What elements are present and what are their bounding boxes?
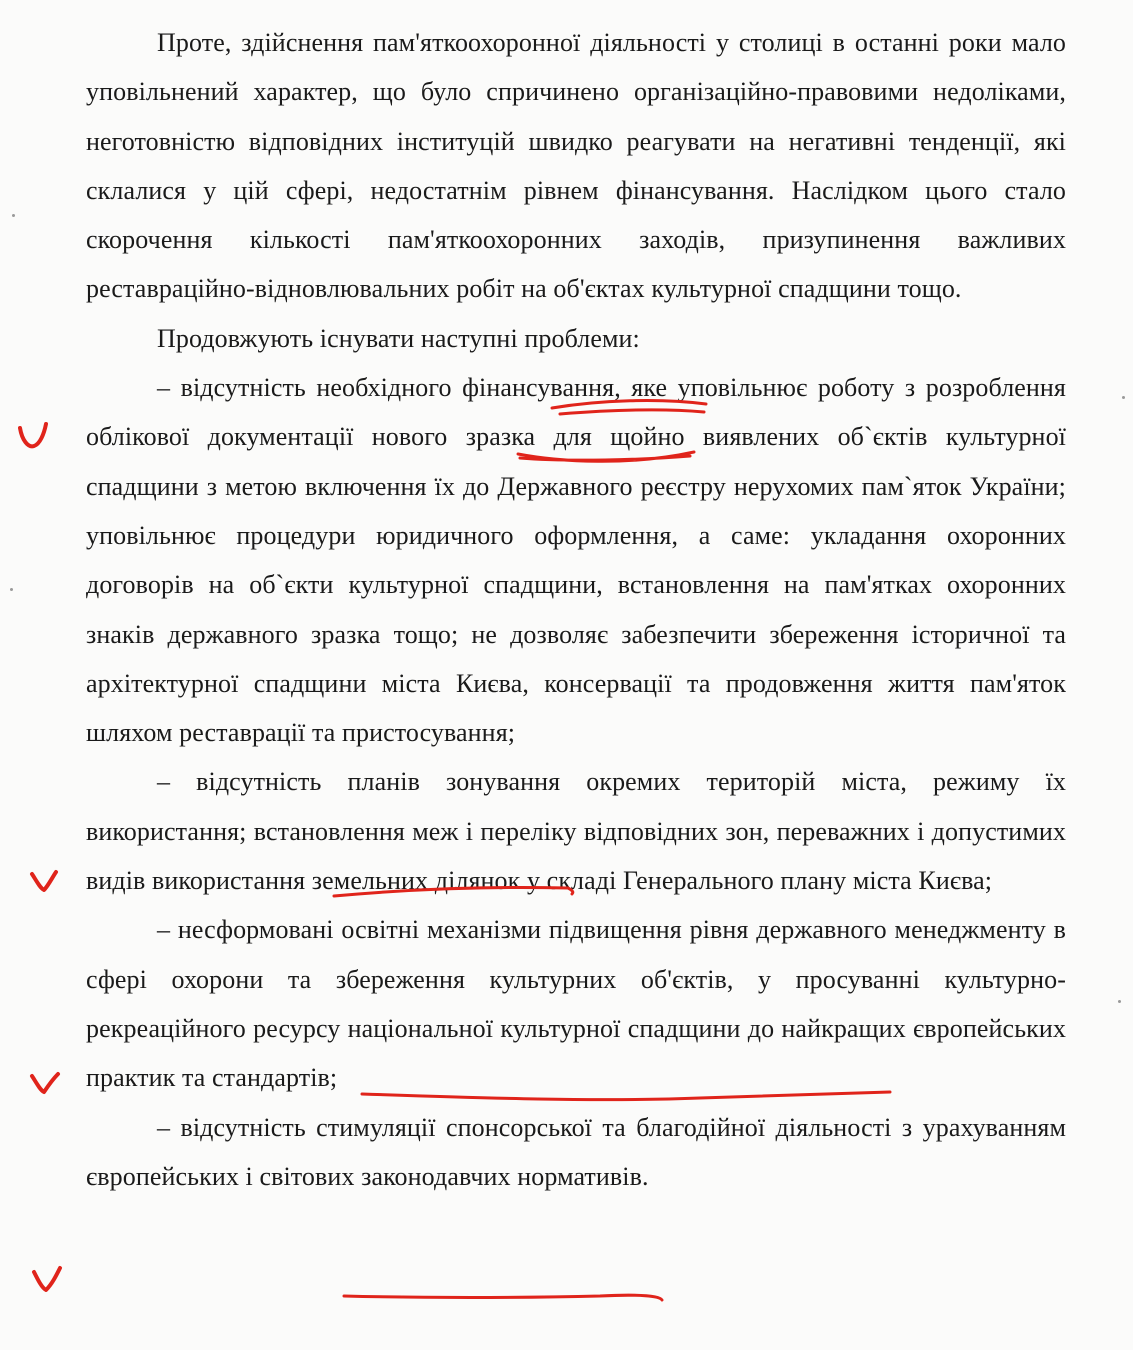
scan-speck <box>1118 1000 1121 1003</box>
paragraph-text: окремих територій міста, режиму їх використання; встановлення меж і переліку відповідних зон, переважних і допустимих видів використання земельних ділянок у складі Генерального плану міста Києва; <box>86 767 1066 896</box>
document-body <box>86 18 1066 1201</box>
paragraph-text: – відсутність <box>157 767 348 797</box>
paragraph-text: – відсутність необхідного <box>157 373 463 403</box>
paragraph-financing <box>86 363 1066 757</box>
check-mark-icon <box>32 872 56 890</box>
underlined-phrase-education-mechanisms: освітні механізми підвищення рівня <box>341 915 749 945</box>
paragraph-text: та благодійної діяльності з урахуванням європейських і світових законодавчих нормативів. <box>86 1112 1066 1191</box>
check-mark-icon <box>20 424 46 446</box>
paragraph-text: яке уповільнює роботу з розроблення облікової документації нового зразка для щойно виявлених об`єктів культурної спадщини з метою включення їх до Державного реєстру нерухомих пам`яток України; уповільнює процедури юридичного оформлення, а саме: укладання охоронних договорів на об`єкти культурної спадщини, встановлення на пам'ятках охоронних знаків державного зразка тощо; не дозволяє забезпечити збереження історичної та архітектурної спадщини міста Києва, консервації та продовження життя пам'яток шляхом реставрації та пристосування; <box>86 373 1066 748</box>
underline-mark <box>344 1295 662 1300</box>
paragraph-text: – несформовані <box>157 915 342 945</box>
paragraph-text: – відсутність <box>157 1112 317 1142</box>
paragraph-problems-heading <box>86 314 1066 363</box>
check-mark-icon <box>32 1074 58 1092</box>
paragraph-sponsorship <box>86 1103 1066 1202</box>
scan-speck <box>12 214 15 217</box>
underlined-phrase-zoning-plans: планів зонування <box>347 767 561 797</box>
scan-speck <box>10 588 13 591</box>
check-mark-icon <box>34 1268 60 1290</box>
paragraph-text: Продовжують існувати наступні <box>157 323 525 353</box>
underlined-phrase-sponsorship: стимуляції спонсорської <box>316 1112 593 1142</box>
paragraph-text: державного менеджменту в сфері охорони та збереження культурних об'єктів, у просуванні культурно-рекреаційного ресурсу національної культурної спадщини до найкращих європейських практик та стандартів; <box>86 915 1066 1093</box>
paragraph-zoning <box>86 757 1066 905</box>
paragraph-education <box>86 905 1066 1102</box>
underlined-phrase-problems: проблеми: <box>524 323 640 353</box>
underlined-phrase-financing: фінансування, <box>462 373 621 403</box>
paragraph-text: Проте, здійснення пам'яткоохоронної діяльності у столиці в останні роки мало уповільнений характер, що було спричинено організаційно-правовими недоліками, неготовністю відповідних інституцій швидко реагувати на негативні тенденції, які склалися у цій сфері, недостатнім рівнем фінансування. Наслідком цього стало скорочення кількості пам'яткоохоронних заходів, призупинення важливих реставраційно-відновлювальних робіт на об'єктах культурної спадщини тощо. <box>86 28 1066 304</box>
paragraph-intro <box>86 18 1066 314</box>
scan-speck <box>1122 396 1125 399</box>
